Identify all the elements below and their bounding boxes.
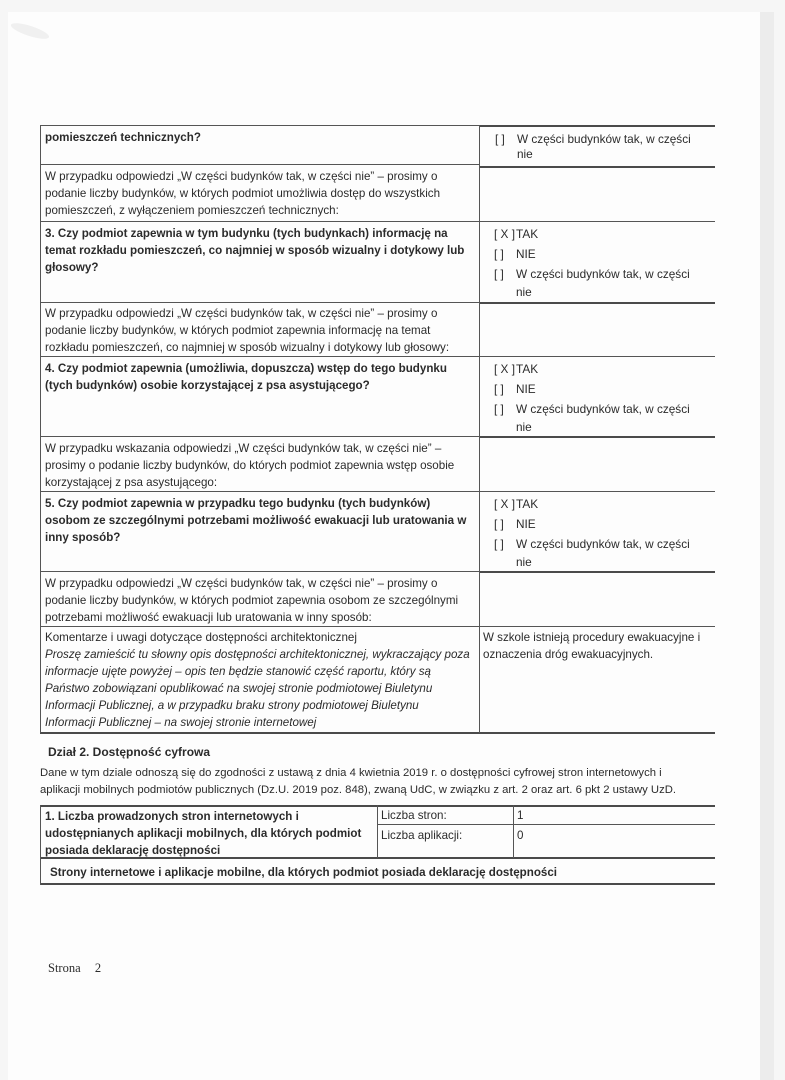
text-line: rozkładu pomieszczeń, co najmniej w sposób wizualny i dotykowy lub głosowy:: [45, 341, 450, 354]
checkbox-empty[interactable]: [ ]: [494, 517, 504, 531]
page-label: Strona: [48, 961, 81, 975]
text-line: W szkole istnieją procedury ewakuacyjne i: [483, 631, 701, 644]
checkbox-empty[interactable]: [ ]: [494, 267, 504, 281]
answer-options-q3: [494, 224, 690, 300]
table-border: [40, 805, 41, 885]
text-line: głosowy?: [45, 261, 99, 274]
text-line: Dane w tym dziale odnoszą się do zgodności z ustawą z dnia 4 kwietnia 2019 r. o dostępności cyfrowej stron internetowych i: [40, 767, 662, 779]
text-line: temat rozkładu pomieszczeń, co najmniej w sposób wizualny i dotykowy lub: [45, 244, 465, 257]
page-footer: [48, 961, 101, 976]
text-line: udostępnianych aplikacji mobilnych, dla których podmiot: [45, 827, 362, 840]
text-line: pomieszczeń, z wyłączeniem pomieszczeń technicznych:: [45, 204, 339, 217]
checkbox-checked[interactable]: [ X ]: [494, 227, 515, 241]
text-line: potrzebami możliwość ewakuacji lub uratowania w inny sposób:: [45, 611, 372, 624]
text-line: Państwo zobowiązani opublikować na swojej stronie podmiotowej Biuletynu: [45, 682, 433, 695]
text-line: Proszę zamieścić tu słowny opis dostępności architektonicznej, wykraczający poza: [45, 648, 470, 661]
question-text: pomieszczeń technicznych?: [45, 131, 201, 144]
text-line: 3. Czy podmiot zapewnia w tym budynku (tych budynkach) informację na: [45, 227, 448, 240]
text-line: aplikacji mobilnych podmiotów publicznych (Dz.U. 2019 poz. 848), zwaną UdC, w związku z art. 2 oraz art. 6 pkt 2 ustawy UzD.: [40, 784, 677, 796]
text-line: W przypadku odpowiedzi „W części budynków tak, w części nie” – prosimy o: [45, 577, 438, 590]
followup-text: [45, 168, 475, 219]
digital-q1: [45, 808, 375, 859]
table-border: [480, 436, 715, 438]
table-border: [40, 436, 480, 437]
section-2-title: Dział 2. Dostępność cyfrowa: [48, 745, 211, 759]
page-number: 2: [94, 961, 102, 975]
text-line: inny sposób?: [45, 531, 121, 544]
text-line: osobom ze szczególnymi potrzebami możliwość ewakuacji lub uratowania w: [45, 514, 467, 527]
table-border: [480, 125, 715, 127]
comments-answer[interactable]: [483, 629, 715, 663]
apps-count-value[interactable]: 0: [517, 829, 524, 842]
option-tak[interactable]: [ X ]TAK: [494, 224, 690, 244]
text-line: prosimy o podanie liczby budynków, do których podmiot zapewnia wstęp osobie: [45, 459, 455, 472]
text-line: Informacji Publicznej – na swojej stronie internetowej: [45, 716, 317, 729]
text-line: Informacji Publicznej, a w przypadku braku strony podmiotowej Biuletynu: [45, 699, 419, 712]
table-border: [40, 732, 715, 734]
table-border: [40, 125, 480, 126]
table-border: [40, 491, 715, 492]
declared-sites-header: Strony internetowe i aplikacje mobilne, dla których podmiot posiada deklarację dostępności: [50, 866, 558, 879]
followup-text: [45, 305, 475, 356]
table-border: [40, 356, 715, 357]
table-border: [480, 571, 715, 573]
followup-answer-field[interactable]: [482, 440, 712, 489]
checkbox-empty[interactable]: [ ]: [494, 537, 504, 551]
table-border: [480, 302, 715, 304]
option-label-continued: nie: [516, 285, 532, 299]
table-border: [377, 805, 378, 858]
text-line: 5. Czy podmiot zapewnia w przypadku tego budynku (tych budynków): [45, 497, 431, 510]
section-2-intro: [40, 765, 730, 799]
pages-count-value[interactable]: 1: [517, 809, 524, 822]
answer-options-q5: [494, 494, 690, 570]
option-nie[interactable]: [ ] NIE: [494, 514, 690, 534]
option-label-continued: nie: [517, 147, 533, 161]
pages-count-label: Liczba stron:: [381, 809, 447, 822]
text-line: posiada deklarację dostępności: [45, 844, 221, 857]
text-line: 1. Liczba prowadzonych stron internetowych i: [45, 810, 299, 823]
followup-answer-field[interactable]: [482, 168, 712, 218]
text-line: korzystającej z psa asystującego:: [45, 476, 218, 489]
text-line: W przypadku odpowiedzi „W części budynków tak, w części nie” – prosimy o: [45, 170, 438, 183]
option-partial[interactable]: [ ] W części budynków tak, w części: [494, 399, 690, 419]
text-line: podanie liczby budynków, w których podmiot zapewnia informację na temat: [45, 324, 431, 337]
option-partial[interactable]: [ ] W części budynków tak, w części: [494, 534, 690, 554]
option-partial[interactable]: [ ] W części budynków tak, w części: [495, 129, 691, 149]
option-label-continued: nie: [516, 555, 532, 569]
table-border: [40, 125, 41, 733]
text-line: W przypadku wskazania odpowiedzi „W części budynków tak, w części nie” –: [45, 442, 442, 455]
comments-cell: [45, 629, 477, 731]
text-line: informacje ujęte powyżej – opis ten będzie stanowić część raportu, który są: [45, 665, 432, 678]
text-line: W przypadku odpowiedzi „W części budynków tak, w części nie” – prosimy o: [45, 307, 438, 320]
table-border: [479, 125, 480, 733]
option-nie[interactable]: [ ] NIE: [494, 244, 690, 264]
text-line: 4. Czy podmiot zapewnia (umożliwia, dopuszcza) wstęp do tego budynku: [45, 362, 447, 375]
answer-options-q4: [494, 359, 690, 435]
checkbox-empty[interactable]: [ ]: [495, 132, 505, 146]
followup-answer-field[interactable]: [482, 575, 712, 624]
option-nie[interactable]: [ ] NIE: [494, 379, 690, 399]
option-partial[interactable]: [ ] W części budynków tak, w części: [494, 264, 690, 284]
answer-options: [495, 129, 691, 162]
table-border: [513, 805, 514, 858]
option-tak[interactable]: [ X ]TAK: [494, 359, 690, 379]
option-tak[interactable]: [ X ]TAK: [494, 494, 690, 514]
option-label-continued: nie: [516, 420, 532, 434]
table-border: [40, 883, 715, 885]
table-border: [40, 164, 480, 165]
followup-text: [45, 440, 475, 491]
table-border: [40, 221, 715, 222]
question-4: [45, 360, 475, 394]
checkbox-checked[interactable]: [ X ]: [494, 497, 515, 511]
text-line: podanie liczby budynków, w których podmiot umożliwia dostęp do wszystkich: [45, 187, 441, 200]
text-line: oznaczenia dróg ewakuacyjnych.: [483, 648, 654, 661]
page-edge-shadow: [760, 12, 774, 1080]
checkbox-empty[interactable]: [ ]: [494, 382, 504, 396]
table-border: [377, 824, 715, 825]
comments-instruction: [45, 646, 477, 731]
checkbox-checked[interactable]: [ X ]: [494, 362, 515, 376]
apps-count-label: Liczba aplikacji:: [381, 829, 463, 842]
table-border: [40, 571, 480, 572]
followup-text: [45, 575, 475, 626]
text-line: podanie liczby budynków, w których podmiot zapewnia osobom ze szczególnymi: [45, 594, 459, 607]
followup-answer-field[interactable]: [482, 305, 712, 354]
checkbox-empty[interactable]: [ ]: [494, 402, 504, 416]
question-3: [45, 225, 475, 276]
question-5: [45, 495, 475, 546]
checkbox-empty[interactable]: [ ]: [494, 247, 504, 261]
table-border: [40, 302, 480, 303]
text-line: (tych budynków) osobie korzystającej z psa asystującego?: [45, 379, 370, 392]
comments-label: Komentarze i uwagi dotyczące dostępności architektonicznej: [45, 631, 357, 644]
table-border: [40, 626, 715, 627]
